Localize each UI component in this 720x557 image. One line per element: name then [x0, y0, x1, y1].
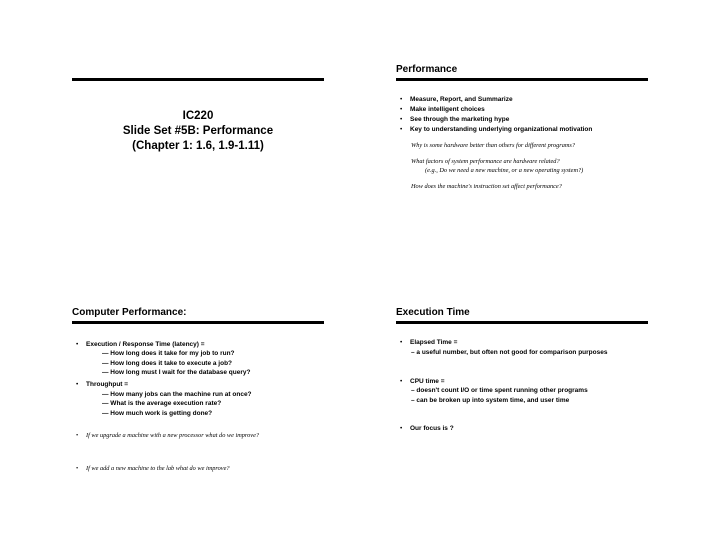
- slide-title: Computer Performance:: [72, 307, 187, 318]
- title-line-1: IC220: [182, 110, 214, 122]
- sub-item: – a useful number, but often not good for comparison purposes: [411, 349, 608, 356]
- sub-item: — How much work is getting done?: [102, 410, 213, 417]
- bullet-item: • Make intelligent choices: [400, 106, 485, 113]
- divider-rule: [396, 78, 648, 81]
- title-line-2: Slide Set #5B: Performance: [122, 125, 274, 137]
- divider-rule: [72, 78, 324, 81]
- question-text: What factors of system performance are hardware related?: [411, 158, 560, 165]
- bullet-item: • Our focus is ?: [400, 425, 454, 432]
- sub-item: — What is the average execution rate?: [102, 400, 222, 407]
- title-line-3: (Chapter 1: 1.6, 1.9-1.11): [132, 140, 264, 152]
- question-text: Why is some hardware better than others for different programs?: [411, 142, 576, 149]
- bullet-item: • Elapsed Time =: [400, 339, 458, 346]
- question-text: How does the machine's instruction set affect performance?: [411, 183, 562, 190]
- sub-item: — How long must I wait for the database query?: [102, 369, 251, 376]
- bullet-item: • Measure, Report, and Summarize: [400, 96, 513, 103]
- sub-item: — How long does it take for my job to run?: [102, 350, 235, 357]
- bullet-item: • Throughput =: [76, 381, 129, 388]
- bullet-item: • Execution / Response Time (latency) =: [76, 341, 205, 348]
- sub-item: — How many jobs can the machine run at once?: [102, 391, 252, 398]
- sub-item: – doesn't count I/O or time spent running other programs: [411, 387, 588, 394]
- divider-rule: [396, 321, 648, 324]
- bullet-item: • Key to understanding underlying organizational motivation: [400, 126, 593, 133]
- bullet-item: • If we add a new machine to the lab what do we improve?: [76, 465, 230, 472]
- question-text: (e.g., Do we need a new machine, or a new operating system?): [425, 167, 584, 174]
- bullet-item: • If we upgrade a machine with a new processor what do we improve?: [76, 432, 260, 439]
- bullet-item: • CPU time =: [400, 378, 445, 385]
- divider-rule: [72, 321, 324, 324]
- bullet-item: • See through the marketing hype: [400, 116, 510, 123]
- slide-title: Execution Time: [396, 307, 470, 318]
- sub-item: — How long does it take to execute a job?: [102, 360, 233, 367]
- slide-title: Performance: [396, 64, 458, 75]
- sub-item: – can be broken up into system time, and user time: [411, 397, 570, 404]
